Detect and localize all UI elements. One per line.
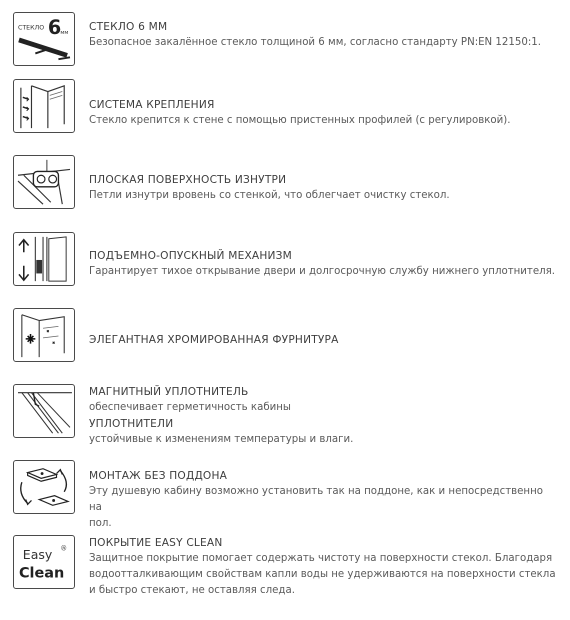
feature-subtitle: УПЛОТНИТЕЛИ [89,418,174,430]
feature-title: СИСТЕМА КРЕПЛЕНИЯ [89,99,215,111]
feature-title: ПОКРЫТИЕ EASY CLEAN [89,537,223,549]
magnetic-seal-icon [13,384,75,438]
feature-desc: Эту душевую кабину возможно установить так на поддоне, как и непосредственно на [89,486,543,513]
feature-desc: Безопасное закалённое стекло толщиной 6 мм, согласно стандарту PN:EN 12150:1. [89,37,541,48]
chrome-fittings-icon [13,308,75,362]
feature-desc: Стекло крепится к стене с помощью пристенных профилей (с регулировкой). [89,115,511,126]
feature-desc: Защитное покрытие помогает содержать чистоту на поверхности стекол. Благодаря [89,553,553,564]
feature-title: ЭЛЕГАНТНАЯ ХРОМИРОВАННАЯ ФУРНИТУРА [89,334,339,346]
feature-title: СТЕКЛО 6 ММ [89,21,168,33]
icon-value: 6 [47,16,62,40]
glass-thickness-icon [13,12,75,66]
icon-text-clean: Clean [18,565,65,582]
icon-registered-mark: ® [60,544,68,553]
mounting-system-icon [13,79,75,133]
feature-title: МАГНИТНЫЙ УПЛОТНИТЕЛЬ [89,386,249,398]
easy-clean-icon [13,535,75,589]
no-tray-install-icon [13,460,75,514]
feature-desc: пол. [89,518,112,529]
feature-subdesc: устойчивые к изменениям температуры и влаги. [89,434,354,445]
feature-desc: и быстро стекают, не оставляя следа. [89,585,295,596]
feature-title: ПЛОСКАЯ ПОВЕРХНОСТЬ ИЗНУТРИ [89,174,287,186]
feature-desc: обеспечивает герметичность кабины [89,402,291,413]
icon-text-easy: Easy [22,547,53,563]
lift-mechanism-icon [13,232,75,286]
flat-hinge-icon [13,155,75,209]
feature-title: ПОДЪЕМНО-ОПУСКНЫЙ МЕХАНИЗМ [89,250,293,262]
icon-label: СТЕКЛО [18,24,45,32]
feature-desc: водоотталкивающим свойствам капли воды не удерживаются на поверхности стекла [89,569,556,580]
feature-desc: Гарантирует тихое открывание двери и долгосрочную службу нижнего уплотнителя. [89,266,556,277]
icon-unit: мм [60,30,69,37]
feature-desc: Петли изнутри вровень со стенкой, что облегчает очистку стекол. [89,190,450,201]
feature-title: МОНТАЖ БЕЗ ПОДДОНА [89,470,228,482]
